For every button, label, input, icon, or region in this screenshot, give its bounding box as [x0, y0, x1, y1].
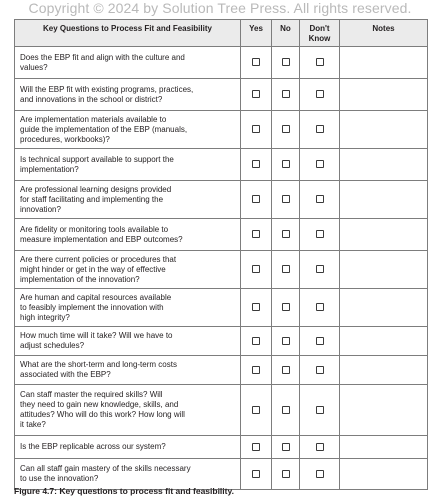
question-line: might hinder or get in the way of effective	[20, 264, 166, 274]
dont-know-checkbox[interactable]	[316, 90, 324, 98]
question-text	[15, 181, 241, 219]
header-dont-know: Don't Know	[300, 20, 340, 47]
yes-cell	[241, 79, 272, 111]
question-line: Are implementation materials available to	[20, 114, 167, 124]
question-text	[15, 327, 241, 356]
dont-know-cell	[300, 385, 340, 436]
question-row	[15, 436, 428, 459]
no-cell	[272, 289, 300, 327]
question-text	[15, 436, 241, 459]
dont-know-cell	[300, 251, 340, 289]
no-cell	[272, 459, 300, 490]
question-line: Are professional learning designs provided	[20, 184, 172, 194]
header-row	[15, 20, 428, 47]
question-line: high integrity?	[20, 312, 70, 322]
dont-know-checkbox[interactable]	[316, 337, 324, 345]
question-row	[15, 79, 428, 111]
question-line: implementation of the innovation?	[20, 274, 140, 284]
dont-know-checkbox[interactable]	[316, 443, 324, 451]
question-line: Is technical support available to support the	[20, 154, 174, 164]
yes-cell	[241, 251, 272, 289]
header-notes: Notes	[340, 20, 428, 47]
question-text	[15, 47, 241, 79]
no-checkbox[interactable]	[282, 443, 290, 451]
question-line: they need to gain new knowledge, skills, and	[20, 400, 179, 409]
dont-know-cell	[300, 47, 340, 79]
question-text	[15, 251, 241, 289]
notes-cell[interactable]	[340, 251, 428, 289]
copyright-watermark: Copyright © 2024 by Solution Tree Press. All rights reserved.	[28, 0, 412, 16]
question-row	[15, 219, 428, 251]
dont-know-cell	[300, 327, 340, 356]
question-line: How much time will it take? Will we have to	[20, 331, 173, 340]
dont-know-cell	[300, 111, 340, 149]
no-checkbox[interactable]	[282, 160, 290, 168]
dont-know-checkbox[interactable]	[316, 406, 324, 414]
question-row	[15, 385, 428, 436]
question-row	[15, 327, 428, 356]
yes-checkbox[interactable]	[252, 406, 260, 414]
notes-cell[interactable]	[340, 459, 428, 490]
yes-cell	[241, 111, 272, 149]
question-text	[15, 356, 241, 385]
question-line: adjust schedules?	[20, 341, 85, 350]
dont-know-cell	[300, 149, 340, 181]
yes-checkbox[interactable]	[252, 337, 260, 345]
question-line: associated with the EBP?	[20, 370, 111, 379]
fit-feasibility-checklist-table	[14, 19, 428, 490]
question-line: and innovations in the school or district?	[20, 94, 163, 104]
yes-cell	[241, 289, 272, 327]
no-checkbox[interactable]	[282, 366, 290, 374]
no-cell	[272, 251, 300, 289]
yes-cell	[241, 327, 272, 356]
yes-cell	[241, 356, 272, 385]
question-line: it take?	[20, 420, 46, 429]
yes-checkbox[interactable]	[252, 366, 260, 374]
question-line: to feasibly implement the innovation with	[20, 302, 164, 312]
question-line: Can all staff gain mastery of the skills necessary	[20, 464, 191, 473]
question-line: values?	[20, 62, 48, 72]
yes-checkbox[interactable]	[252, 58, 260, 66]
notes-cell[interactable]	[340, 79, 428, 111]
question-line: innovation?	[20, 204, 61, 214]
yes-checkbox[interactable]	[252, 90, 260, 98]
no-cell	[272, 356, 300, 385]
question-line: Are human and capital resources available	[20, 292, 172, 302]
dont-know-cell	[300, 79, 340, 111]
no-checkbox[interactable]	[282, 195, 290, 203]
no-checkbox[interactable]	[282, 303, 290, 311]
no-checkbox[interactable]	[282, 125, 290, 133]
question-line: to use the innovation?	[20, 474, 99, 483]
dont-know-checkbox[interactable]	[316, 160, 324, 168]
notes-cell[interactable]	[340, 47, 428, 79]
no-checkbox[interactable]	[282, 230, 290, 238]
yes-cell	[241, 436, 272, 459]
question-line: Is the EBP replicable across our system?	[20, 442, 166, 451]
question-row	[15, 111, 428, 149]
no-cell	[272, 181, 300, 219]
yes-cell	[241, 149, 272, 181]
notes-cell[interactable]	[340, 385, 428, 436]
dont-know-checkbox[interactable]	[316, 195, 324, 203]
dont-know-checkbox[interactable]	[316, 58, 324, 66]
no-checkbox[interactable]	[282, 406, 290, 414]
question-line: Are fidelity or monitoring tools available to	[20, 224, 169, 234]
question-line: Does the EBP fit and align with the culture and	[20, 52, 185, 62]
question-text	[15, 111, 241, 149]
dont-know-checkbox[interactable]	[316, 230, 324, 238]
notes-cell[interactable]	[340, 327, 428, 356]
question-text	[15, 289, 241, 327]
dont-know-cell	[300, 356, 340, 385]
question-row	[15, 47, 428, 79]
question-line: implementation?	[20, 164, 79, 174]
dont-know-cell	[300, 289, 340, 327]
question-row	[15, 356, 428, 385]
no-cell	[272, 219, 300, 251]
yes-checkbox[interactable]	[252, 125, 260, 133]
dont-know-checkbox[interactable]	[316, 303, 324, 311]
notes-cell[interactable]	[340, 111, 428, 149]
question-line: Are there current policies or procedures that	[20, 254, 177, 264]
no-checkbox[interactable]	[282, 58, 290, 66]
no-cell	[272, 79, 300, 111]
question-line: Will the EBP fit with existing programs, practices,	[20, 84, 194, 94]
dont-know-cell	[300, 181, 340, 219]
no-checkbox[interactable]	[282, 90, 290, 98]
question-line: attitudes? Who will do this work? How long will	[20, 410, 185, 419]
question-line: Can staff master the required skills? Will	[20, 390, 163, 399]
question-line: measure implementation and EBP outcomes?	[20, 234, 183, 244]
dont-know-checkbox[interactable]	[316, 125, 324, 133]
dont-know-cell	[300, 436, 340, 459]
question-text	[15, 149, 241, 181]
question-row	[15, 289, 428, 327]
question-line: guide the implementation of the EBP (manuals,	[20, 124, 188, 134]
no-checkbox[interactable]	[282, 470, 290, 478]
figure-caption: Figure 4.7: Key questions to process fit and feasibility.	[14, 486, 234, 496]
question-row	[15, 149, 428, 181]
dont-know-cell	[300, 459, 340, 490]
no-cell	[272, 385, 300, 436]
yes-cell	[241, 459, 272, 490]
question-text	[15, 459, 241, 490]
yes-checkbox[interactable]	[252, 303, 260, 311]
dont-know-cell	[300, 219, 340, 251]
question-line: What are the short-term and long-term costs	[20, 360, 177, 369]
yes-checkbox[interactable]	[252, 160, 260, 168]
question-row	[15, 251, 428, 289]
no-cell	[272, 436, 300, 459]
header-no: No	[272, 20, 300, 47]
yes-checkbox[interactable]	[252, 470, 260, 478]
header-yes: Yes	[241, 20, 272, 47]
notes-cell[interactable]	[340, 149, 428, 181]
yes-cell	[241, 47, 272, 79]
yes-cell	[241, 385, 272, 436]
yes-cell	[241, 181, 272, 219]
question-line: procedures, workbooks)?	[20, 134, 110, 144]
notes-cell[interactable]	[340, 436, 428, 459]
notes-cell[interactable]	[340, 181, 428, 219]
question-text	[15, 79, 241, 111]
dont-know-checkbox[interactable]	[316, 470, 324, 478]
question-text	[15, 219, 241, 251]
dont-know-checkbox[interactable]	[316, 366, 324, 374]
question-text	[15, 385, 241, 436]
question-row	[15, 181, 428, 219]
yes-checkbox[interactable]	[252, 443, 260, 451]
no-cell	[272, 47, 300, 79]
header-question: Key Questions to Process Fit and Feasibility	[15, 20, 241, 47]
no-cell	[272, 149, 300, 181]
dont-know-checkbox[interactable]	[316, 265, 324, 273]
notes-cell[interactable]	[340, 356, 428, 385]
yes-checkbox[interactable]	[252, 265, 260, 273]
no-cell	[272, 111, 300, 149]
yes-checkbox[interactable]	[252, 230, 260, 238]
yes-checkbox[interactable]	[252, 195, 260, 203]
yes-cell	[241, 219, 272, 251]
no-checkbox[interactable]	[282, 337, 290, 345]
no-cell	[272, 327, 300, 356]
notes-cell[interactable]	[340, 289, 428, 327]
question-line: for staff facilitating and implementing the	[20, 194, 164, 204]
no-checkbox[interactable]	[282, 265, 290, 273]
notes-cell[interactable]	[340, 219, 428, 251]
question-row	[15, 459, 428, 490]
